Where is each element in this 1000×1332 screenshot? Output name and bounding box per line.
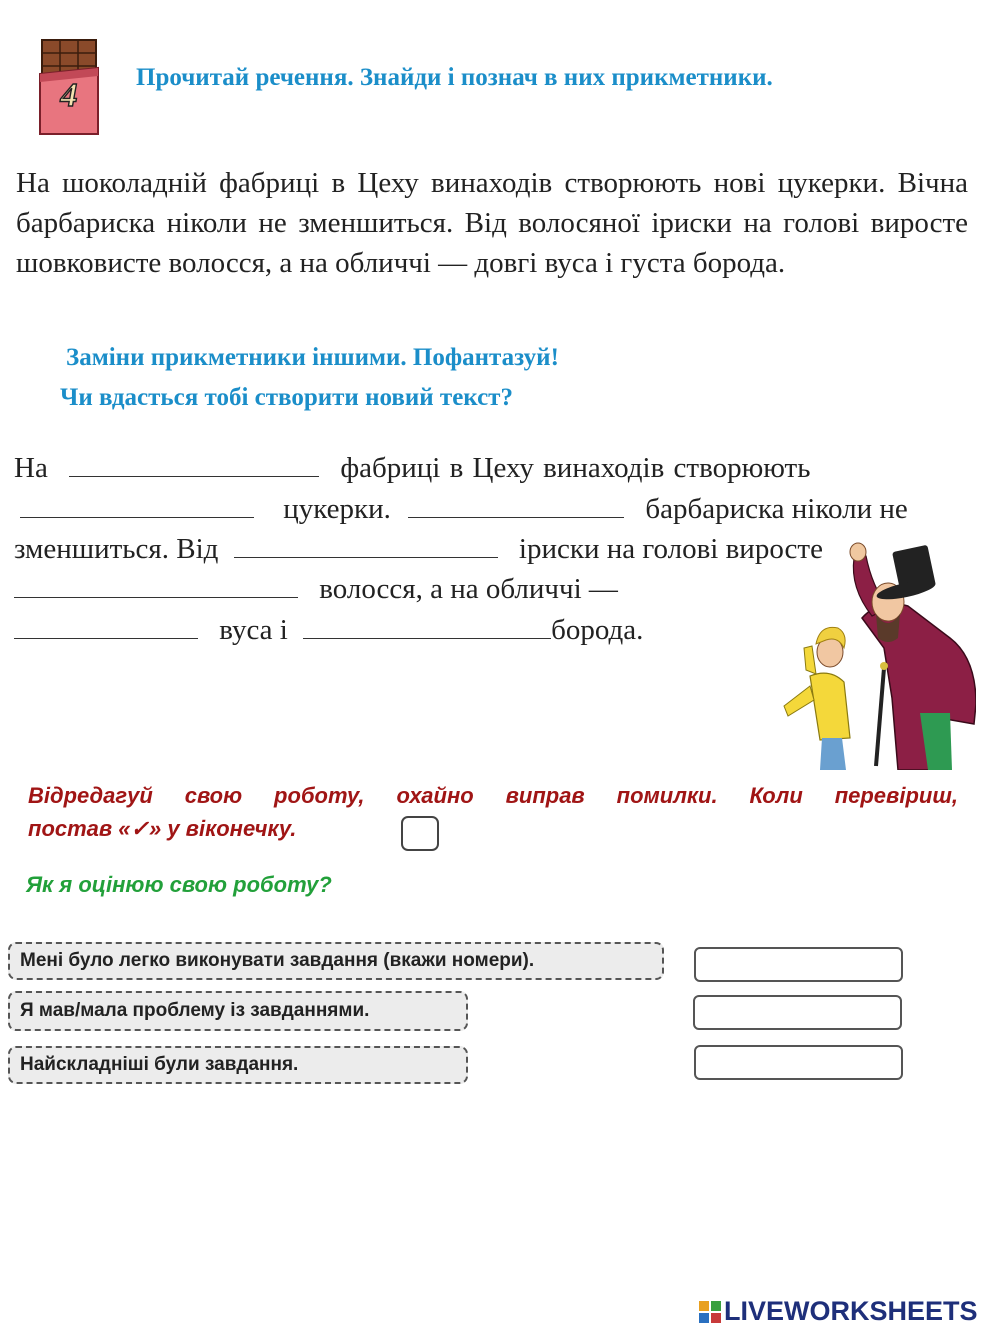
- fill-text: зменшиться. Від: [14, 533, 219, 565]
- blank-field-4[interactable]: [234, 529, 498, 558]
- blank-field-7[interactable]: [303, 610, 551, 639]
- fill-text: іриски на голові виросте: [518, 533, 823, 565]
- fill-text: На: [14, 452, 48, 484]
- blank-field-3[interactable]: [408, 489, 624, 518]
- self-eval-statement-3: Найскладніші були завдання.: [8, 1046, 468, 1084]
- answer-field-3[interactable]: [694, 1045, 903, 1080]
- fill-text: вуса і: [219, 614, 288, 646]
- fill-text: цукерки.: [283, 493, 391, 525]
- reading-paragraph: На шоколадній фабриці в Цеху винаходів створюють нові цукерки. Вічна барбариска ніколи не зменшиться. Від волосяної іриски на голові виросте шовковисте волосся, а на обличчі — довгі вуса і густа борода.: [16, 167, 968, 279]
- blank-field-5[interactable]: [14, 569, 298, 598]
- liveworksheets-logo: [698, 1296, 978, 1327]
- fill-text: фабриці в Цеху винаходів створюють: [340, 452, 811, 484]
- fill-line-1: [14, 448, 810, 485]
- edit-instruction-line-1: Відредагуй свою роботу, охайно виправ помилки. Коли перевіриш,: [28, 783, 958, 808]
- instruction-line-2: Чи вдасться тобі створити новий текст?: [60, 384, 513, 411]
- self-evaluation-title: Як я оцінюю свою роботу?: [26, 872, 332, 897]
- logo-text: LIVEWORKSHEETS: [724, 1296, 978, 1326]
- badge-number: 4: [60, 77, 78, 114]
- self-eval-statement-1: Мені було легко виконувати завдання (вкажи номери).: [8, 942, 664, 980]
- chocolate-bar-icon: [36, 38, 102, 138]
- liveworksheets-logo-icon: [698, 1300, 722, 1324]
- task-title: Прочитай речення. Знайди і познач в них прикметники.: [136, 64, 773, 91]
- check-box[interactable]: [401, 816, 439, 851]
- fill-text: борода.: [551, 614, 644, 646]
- blank-field-2[interactable]: [20, 489, 254, 518]
- fill-line-3: [14, 529, 823, 566]
- instruction-line-1: Заміни прикметники іншими. Пофантазуй!: [66, 344, 559, 371]
- fill-text: барбариска ніколи не: [645, 493, 908, 525]
- fill-text: волосся, а на обличчі —: [319, 573, 618, 605]
- wonka-charlie-illustration: [780, 528, 976, 770]
- blank-field-6[interactable]: [14, 610, 198, 639]
- answer-field-2[interactable]: [693, 995, 902, 1030]
- blank-field-1[interactable]: [69, 448, 319, 477]
- fill-line-2: [20, 489, 908, 526]
- fill-line-4: [14, 569, 618, 606]
- fill-line-5: [14, 610, 643, 647]
- self-eval-statement-2: Я мав/мала проблему із завданнями.: [8, 991, 468, 1031]
- answer-field-1[interactable]: [694, 947, 903, 982]
- edit-instruction-line-2: постав «✓» у віконечку.: [28, 816, 297, 841]
